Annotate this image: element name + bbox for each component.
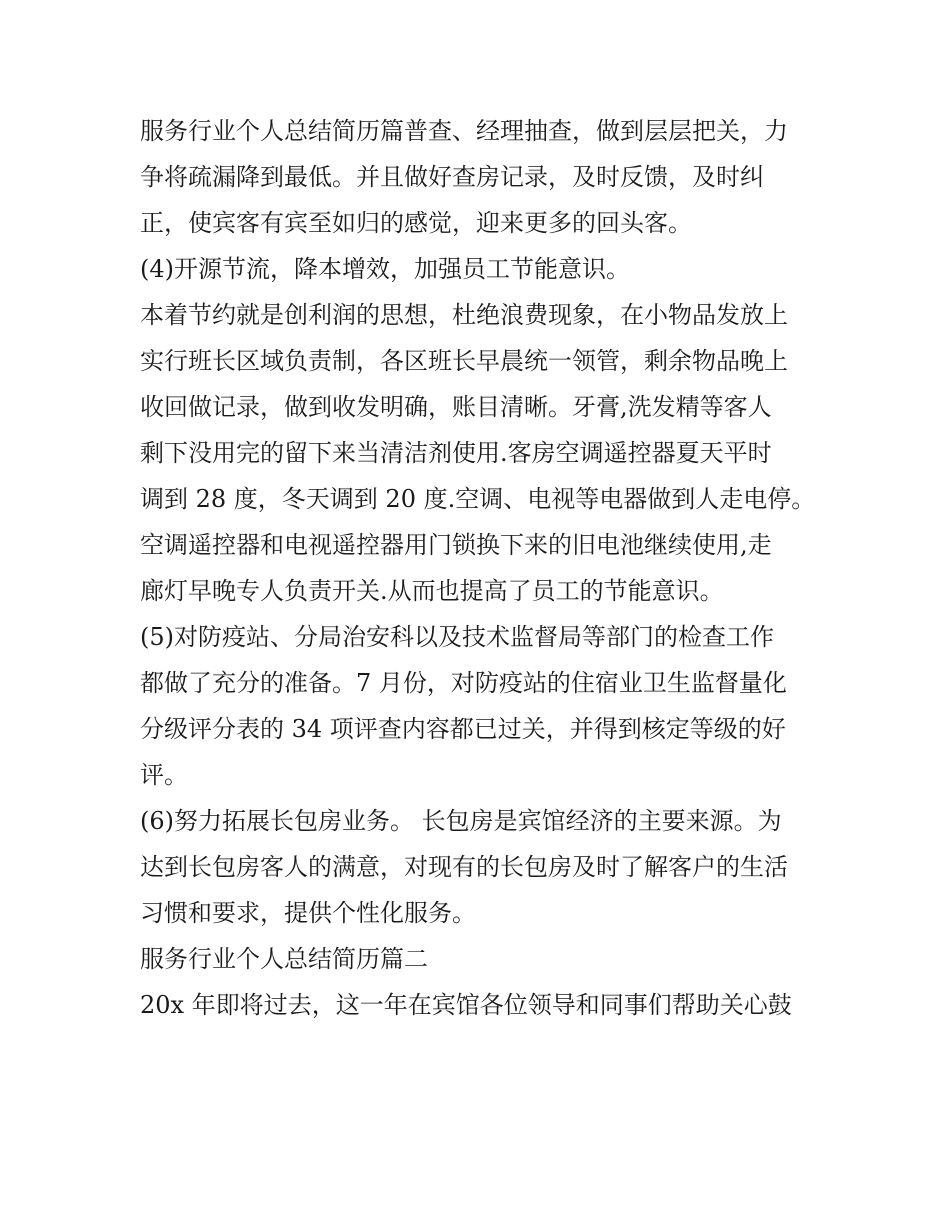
text-line: 达到长包房客人的满意，对现有的长包房及时了解客户的生活 bbox=[140, 853, 788, 881]
text-line: 收回做记录，做到收发明确，账目清晰。牙膏,洗发精等客人 bbox=[140, 393, 772, 421]
text-line: 本着节约就是创利润的思想，杜绝浪费现象，在小物品发放上 bbox=[140, 301, 788, 329]
text-line: 调到 28 度，冬天调到 20 度.空调、电视等电器做到人走电停。 bbox=[140, 485, 816, 513]
text-line: 争将疏漏降到最低。并且做好查房记录，及时反馈，及时纠 bbox=[140, 163, 764, 191]
text-line: 习惯和要求，提供个性化服务。 bbox=[140, 899, 476, 927]
text-line: (4)开源节流，降本增效，加强员工节能意识。 bbox=[140, 255, 630, 283]
section-heading: 服务行业个人总结简历篇二 bbox=[140, 945, 428, 973]
text-line: (6)努力拓展长包房业务。 长包房是宾馆经济的主要来源。为 bbox=[140, 807, 782, 835]
text-line: 空调遥控器和电视遥控器用门锁换下来的旧电池继续使用,走 bbox=[140, 531, 772, 559]
text-line: 分级评分表的 34 项评查内容都已过关，并得到核定等级的好 bbox=[140, 715, 786, 743]
text-line: 正，使宾客有宾至如归的感觉，迎来更多的回头客。 bbox=[140, 209, 692, 237]
document-body bbox=[140, 108, 820, 1028]
text-line: (5)对防疫站、分局治安科以及技术监督局等部门的检查工作 bbox=[140, 623, 774, 651]
text-line: 评。 bbox=[140, 761, 188, 789]
text-line: 实行班长区域负责制，各区班长早晨统一领管，剩余物品晚上 bbox=[140, 347, 788, 375]
text-line: 剩下没用完的留下来当清洁剂使用.客房空调遥控器夏天平时 bbox=[140, 439, 772, 467]
text-line: 20x 年即将过去，这一年在宾馆各位领导和同事们帮助关心鼓 bbox=[140, 991, 792, 1019]
text-line: 廊灯早晚专人负责开关.从而也提高了员工的节能意识。 bbox=[140, 577, 724, 605]
text-line: 都做了充分的准备。7 月份，对防疫站的住宿业卫生监督量化 bbox=[140, 669, 787, 697]
text-line: 服务行业个人总结简历篇普查、经理抽查，做到层层把关，力 bbox=[140, 117, 788, 145]
